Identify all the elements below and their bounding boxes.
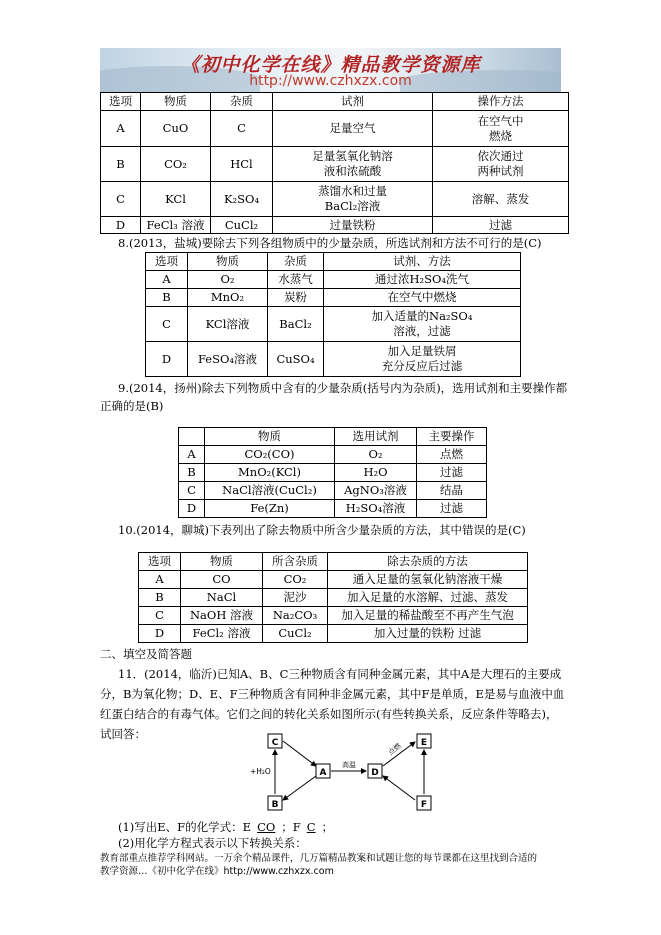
table-cell: 通过浓H₂SO₄洗气 [324,271,521,289]
table-row [139,625,528,643]
table-cell: CO₂ [263,571,328,589]
table-header-cell: 试剂、方法 [324,253,521,271]
table-cell: MnO₂(KCl) [205,464,335,482]
table-header-cell: 杂质 [268,253,324,271]
table-cell: 依次通过 两种试剂 [433,147,569,182]
table-cell: O₂ [188,271,268,289]
table-cell: A [139,571,181,589]
footer [100,852,570,878]
table-cell: 加入足量铁屑 充分反应后过滤 [324,342,521,377]
table-header-row [179,428,487,446]
table-4 [138,552,528,643]
table-cell: KCl溶液 [188,307,268,342]
label-b: B [271,800,279,810]
table-cell: 加入适量的Na₂SO₄ 溶液，过滤 [324,307,521,342]
table-cell: NaCl溶液(CuCl₂) [205,482,335,500]
table-cell: 在空气中 燃烧 [433,111,569,147]
table-row [179,482,487,500]
table-cell: CuSO₄ [268,342,324,377]
arrow-f-d [383,776,415,800]
label-c: C [271,738,279,748]
label-d: D [371,768,379,778]
table-cell: 过滤 [433,217,569,234]
question-8: 8.(2013，盐城)要除去下列各组物质中的少量杂质，所选试剂和方法不可行的是(C) [118,236,542,250]
table-cell: KCl [141,182,211,217]
table-header-cell: 杂质 [211,93,273,111]
table-row [146,271,521,289]
banner-url[interactable]: http://www.czhxzx.com [249,73,412,89]
table-cell: B [139,589,181,607]
table-header-row [146,253,521,271]
header-banner [100,48,561,92]
banner-title: 《初中化学在线》精品教学资源库 [180,54,481,76]
table-cell: FeSO₄溶液 [188,342,268,377]
table-cell: CuO [141,111,211,147]
table-cell: C [211,111,273,147]
table-cell: C [179,482,205,500]
label-ignite: 点燃 [386,741,403,757]
table-cell: Fe(Zn) [205,500,335,518]
table-cell: Na₂CO₃ [263,607,328,625]
sub1-mid: ；F [281,820,301,834]
table-cell: C [101,182,141,217]
table-header-cell: 选用试剂 [335,428,417,446]
table-cell: 加入足量的稀盐酸至不再产生气泡 [328,607,528,625]
question-10: 10.(2014，聊城)下表列出了除去物质中所含少量杂质的方法，其中错误的是(C) [118,523,526,537]
label-high-temp: 高温 [342,761,356,769]
table-cell: 溶解、蒸发 [433,182,569,217]
table-row [146,307,521,342]
table-row [146,342,521,377]
table-header-cell: 选项 [101,93,141,111]
table-header-row [139,553,528,571]
table-cell: CO [181,571,263,589]
table-row [101,147,569,182]
table-header-cell: 选项 [146,253,188,271]
table-2 [145,252,521,377]
table-row [179,446,487,464]
table-cell: 在空气中燃烧 [324,289,521,307]
table-row [146,289,521,307]
table-header-cell [179,428,205,446]
table-cell: 过滤 [417,500,487,518]
sub-question-2: (2)用化学方程式表示以下转换关系： [118,836,307,850]
table-cell: O₂ [335,446,417,464]
table-cell: K₂SO₄ [211,182,273,217]
table-cell: 足量氢氧化钠溶 液和浓硫酸 [273,147,433,182]
table-row [139,571,528,589]
table-header-row [101,93,569,111]
answer-f: C [306,820,316,834]
label-f: F [420,800,428,810]
sub1-end: ； [321,820,334,834]
table-cell: CO₂(CO) [205,446,335,464]
table-cell: A [146,271,188,289]
table-cell: 过滤 [417,464,487,482]
table-row [101,217,569,234]
table-row [179,464,487,482]
table-cell: FeCl₂ 溶液 [181,625,263,643]
table-header-cell: 物质 [141,93,211,111]
question-11: 11．(2014，临沂)已知A、B、C三种物质含有同种金属元素，其中A是大理石的主要成分，B为氧化物；D、E、F三种物质含有同种非金属元素，其中F是单质，E是易与血液中血红蛋白结合的有毒气体。它们之间的转化关系如图所示(有些转换关系，反应条件等略去)，试回答： [100,667,565,741]
table-header-cell: 物质 [188,253,268,271]
table-cell: D [101,217,141,234]
table-row [179,500,487,518]
table-header-cell: 主要操作 [417,428,487,446]
table-cell: CO₂ [141,147,211,182]
footer-line[interactable]: 教学资源…《初中化学在线》http://www.czhxzx.com [100,866,334,877]
arrow-a-b [283,776,316,800]
table-cell: A [101,111,141,147]
table-row [101,111,569,147]
question-9: 9.(2014，扬州)除去下列物质中含有的少量杂质(括号内为杂质)，选用试剂和主要操作都正确的是(B) [100,381,568,413]
table-row [139,607,528,625]
table-cell: AgNO₃溶液 [335,482,417,500]
table-cell: 通入足量的氢氧化钠溶液干燥 [328,571,528,589]
table-cell: 蒸馏水和过量 BaCl₂溶液 [273,182,433,217]
table-row [139,589,528,607]
table-cell: D [139,625,181,643]
answer-e: CO [257,820,276,834]
table-1 [100,92,569,234]
table-header-cell: 物质 [205,428,335,446]
footer-line: 教育部重点推荐学科网站。一万余个精品课件，几万篇精品教案和试题让您的每节课都在这里找到合适的 [100,853,538,864]
table-cell: BaCl₂ [268,307,324,342]
table-cell: 足量空气 [273,111,433,147]
table-cell: CuCl₂ [263,625,328,643]
table-cell: HCl [211,147,273,182]
table-cell: 点燃 [417,446,487,464]
table-cell: A [179,446,205,464]
table-cell: 过量铁粉 [273,217,433,234]
table-cell: NaOH 溶液 [181,607,263,625]
table-cell: NaCl [181,589,263,607]
table-cell: 泥沙 [263,589,328,607]
table-cell: C [139,607,181,625]
table-cell: D [146,342,188,377]
table-cell: 加入足量的水溶解、过滤、蒸发 [328,589,528,607]
label-water: +H₂O [250,767,271,776]
table-header-cell: 选项 [139,553,181,571]
table-header-cell: 物质 [181,553,263,571]
table-cell: D [179,500,205,518]
table-header-cell: 除去杂质的方法 [328,553,528,571]
table-3 [178,427,487,518]
table-cell: 水蒸气 [268,271,324,289]
table-cell: C [146,307,188,342]
table-header-cell: 所含杂质 [263,553,328,571]
table-cell: FeCl₃ 溶液 [141,217,211,234]
label-e: E [420,738,428,748]
label-a: A [319,768,327,778]
arrow-c-a [283,741,316,766]
table-cell: H₂SO₄溶液 [335,500,417,518]
table-cell: B [179,464,205,482]
table-header-cell: 试剂 [273,93,433,111]
conversion-diagram [250,728,445,818]
section-title: 二、填空及简答题 [100,647,192,661]
table-cell: MnO₂ [188,289,268,307]
table-cell: CuCl₂ [211,217,273,234]
table-cell: 加入过量的铁粉 过滤 [328,625,528,643]
table-header-cell: 操作方法 [433,93,569,111]
table-row [101,182,569,217]
table-cell: B [101,147,141,182]
table-cell: B [146,289,188,307]
table-cell: 炭粉 [268,289,324,307]
sub1-prefix: (1)写出E、F的化学式：E [118,820,252,834]
table-cell: H₂O [335,464,417,482]
table-cell: 结晶 [417,482,487,500]
